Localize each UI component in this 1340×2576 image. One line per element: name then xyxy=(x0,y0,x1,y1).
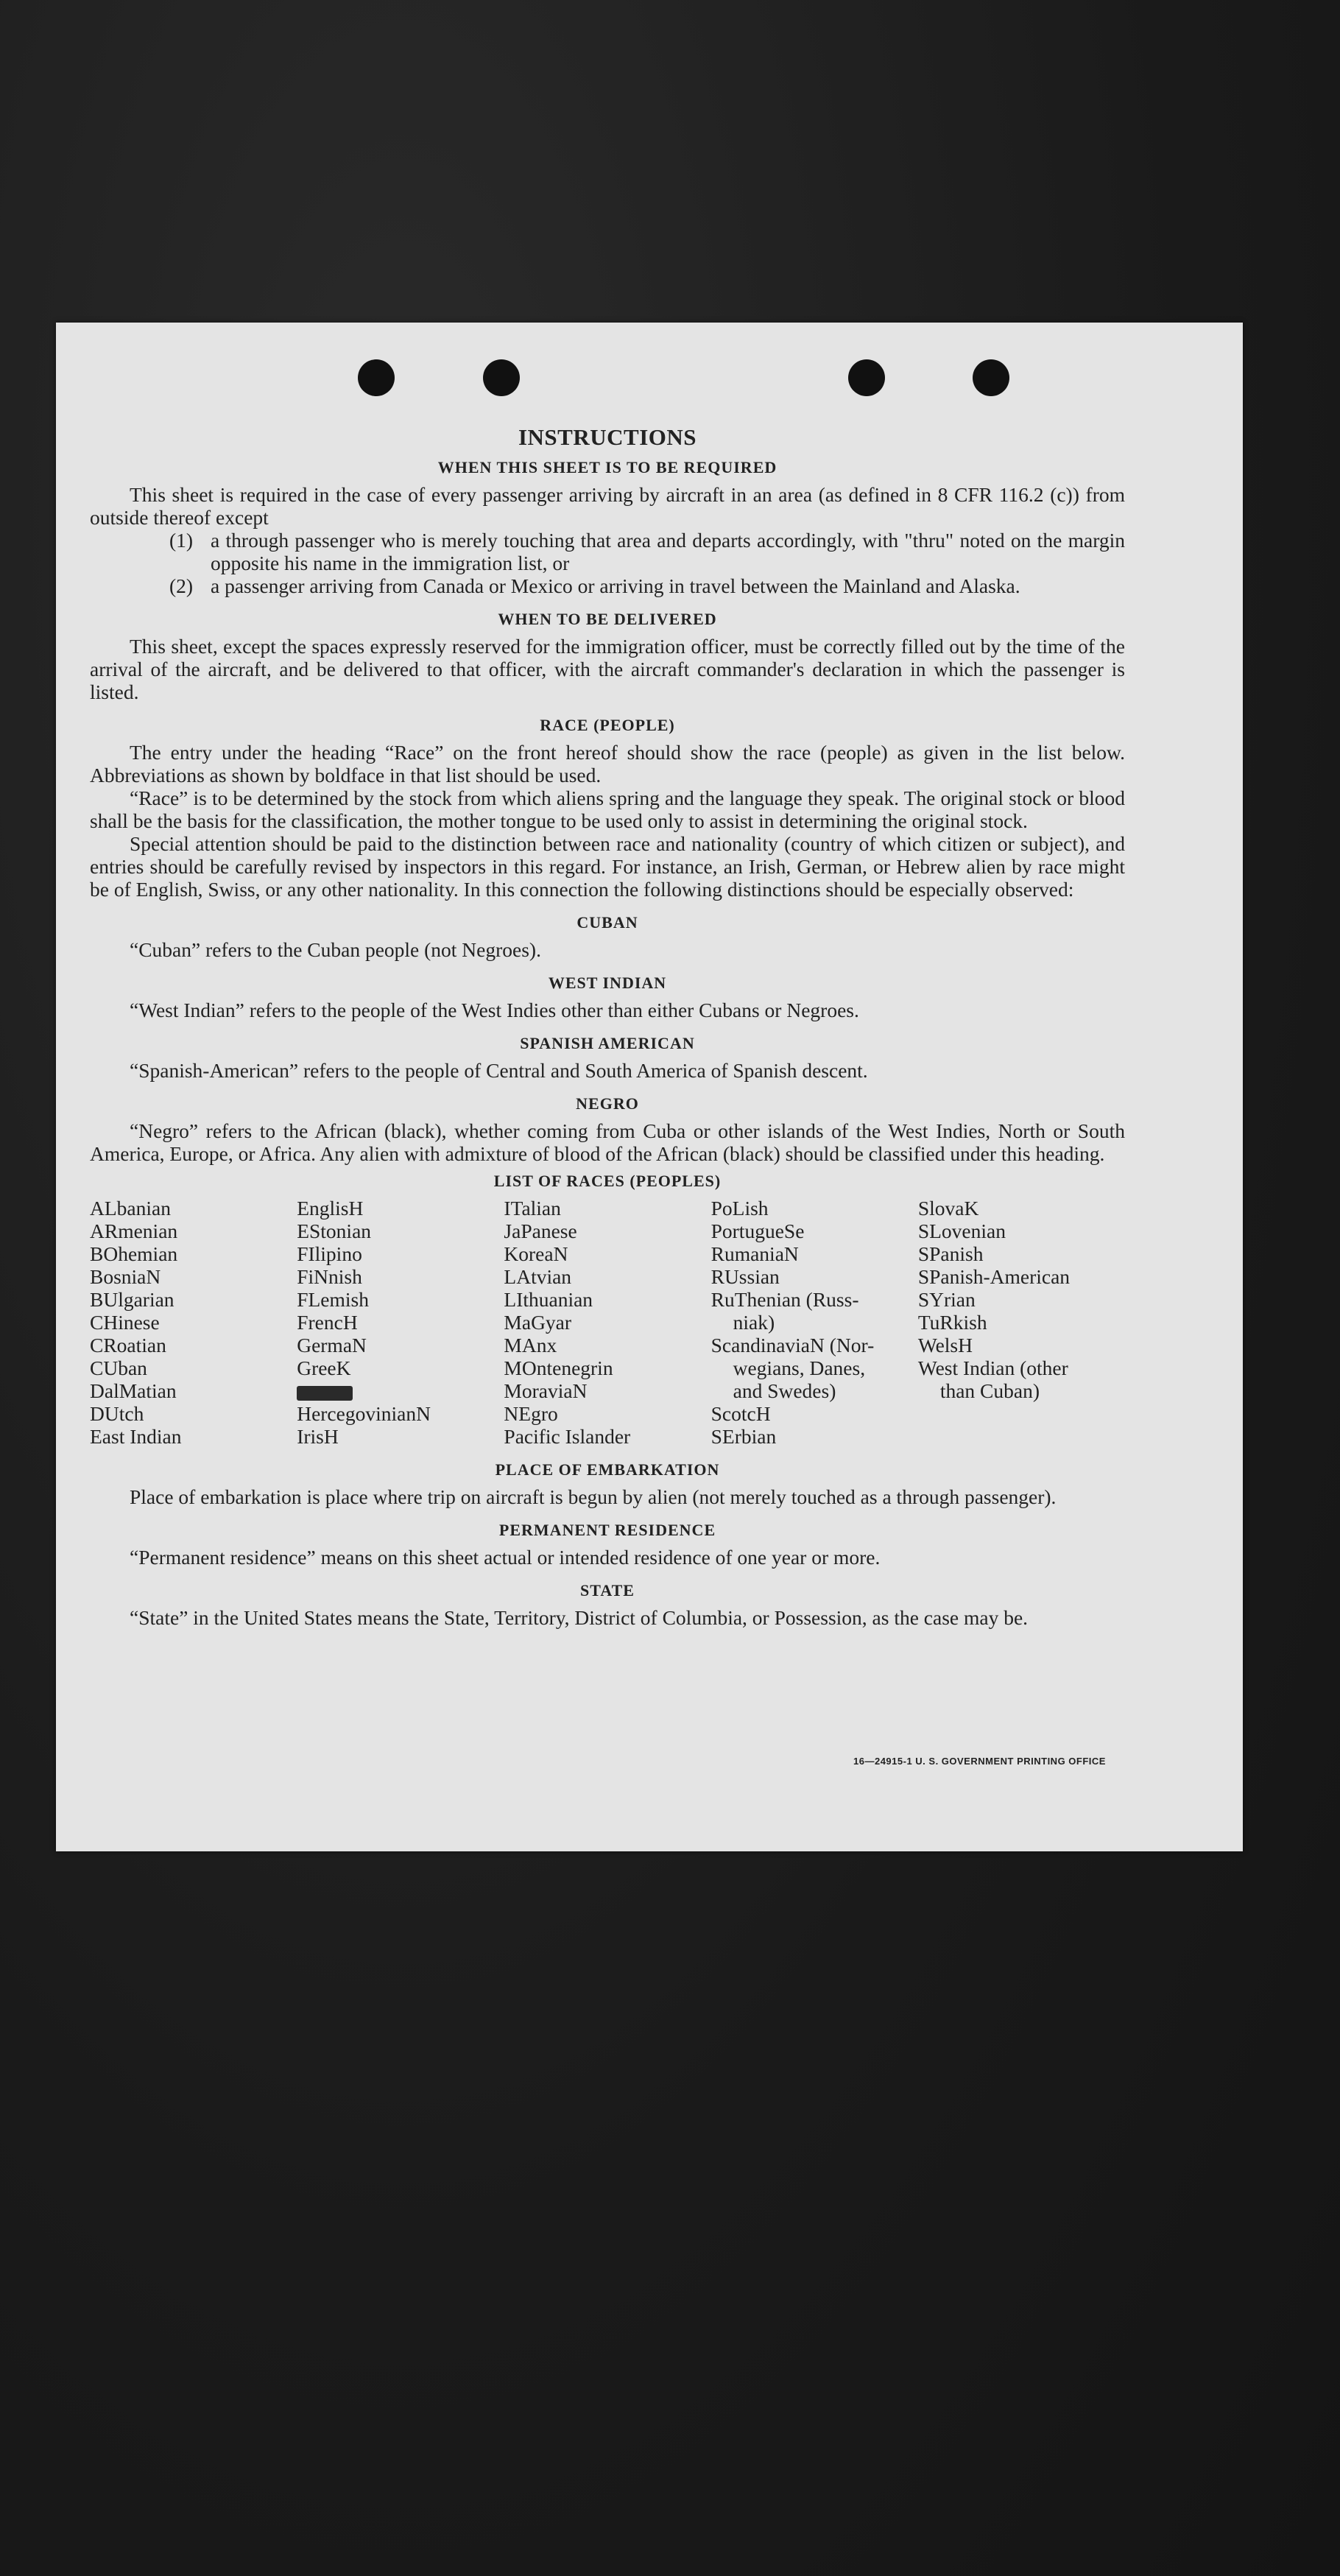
item-text: a through passenger who is merely touching that area and departs accordingly, with "thru" noted on the margin opposite his name in the immigration list, or xyxy=(211,529,1125,574)
race-entry: West Indian (other xyxy=(917,1356,1068,1379)
race-entry: BOhemian xyxy=(90,1242,178,1265)
race-entry: SYrian xyxy=(917,1288,976,1311)
heading-state: STATE xyxy=(580,1581,635,1600)
race-entry: KoreaN xyxy=(504,1242,568,1265)
embarkation-text: Place of embarkation is place where trip on aircraft is begun by alien (not merely touched as a through passenger). xyxy=(130,1485,1057,1508)
heading-spanish-american: SPANISH AMERICAN xyxy=(520,1034,695,1052)
race-entry: CRoatian xyxy=(90,1334,166,1356)
race-entry: wegians, Danes, xyxy=(733,1356,866,1379)
race-entry: MaGyar xyxy=(504,1311,572,1334)
race-entry: East Indian xyxy=(90,1425,182,1448)
race-entry: FLemish xyxy=(297,1288,369,1311)
race-entry: ALbanian xyxy=(90,1197,171,1220)
punch-hole xyxy=(973,359,1009,396)
race-entry: BUlgarian xyxy=(90,1288,174,1311)
races-list xyxy=(90,1197,1125,1448)
heading-permanent-residence: PERMANENT RESIDENCE xyxy=(498,1521,716,1539)
race-entry: SPanish xyxy=(917,1242,984,1265)
race-entry: MAnx xyxy=(504,1334,557,1356)
race-entry: CHinese xyxy=(90,1311,160,1334)
race-entry: SlovaK xyxy=(917,1197,979,1220)
exception-item xyxy=(169,574,1125,597)
race-entry: HercegovinianN xyxy=(297,1402,431,1425)
race-entry: SPanish-American xyxy=(917,1265,1071,1288)
instructions-content xyxy=(90,426,1125,1629)
negro-text: “Negro” refers to the African (black), whether coming from Cuba or other islands of the West Indies, North or South America, Europe, or Africa. Any alien with admixture of blood of the African (black) should be classified under this heading. xyxy=(90,1119,1125,1165)
race-paragraph-3: Special attention should be paid to the distinction between race and nationality (country of which citizen or subject), and entries should be carefully revised by inspectors in this regard. For instance, an Irish, German, or Hebrew alien by race might be of English, Swiss, or any other nationality. In this connection the following distinctions should be especially observed: xyxy=(90,832,1125,901)
races-column xyxy=(90,1197,297,1448)
heading-when-delivered: WHEN TO BE DELIVERED xyxy=(498,610,717,628)
punch-hole xyxy=(358,359,395,396)
race-entry: MoraviaN xyxy=(504,1379,588,1402)
printing-office-code: 16—24915-1 U. S. GOVERNMENT PRINTING OFFICE xyxy=(853,1756,1106,1767)
race-entry: EStonian xyxy=(297,1220,372,1242)
races-column xyxy=(504,1197,710,1448)
race-entry: BosniaN xyxy=(90,1265,161,1288)
race-entry: GermaN xyxy=(297,1334,367,1356)
race-entry: and Swedes) xyxy=(733,1379,836,1402)
redaction-mark xyxy=(297,1386,353,1401)
race-entry: SErbian xyxy=(710,1425,777,1448)
race-entry: ARmenian xyxy=(90,1220,178,1242)
heading-race: RACE (PEOPLE) xyxy=(540,716,675,734)
race-entry: ITalian xyxy=(504,1197,561,1220)
race-entry: niak) xyxy=(733,1311,775,1334)
when-delivered-text: This sheet, except the spaces expressly reserved for the immigration officer, must be correctly filled out by the time of the arrival of the aircraft, and be delivered to that officer, with the aircraft commander's declaration in which the passenger is listed. xyxy=(90,635,1125,703)
page-title: INSTRUCTIONS xyxy=(518,424,697,450)
race-entry: GreeK xyxy=(297,1356,351,1379)
race-entry: FrencH xyxy=(297,1311,358,1334)
races-column xyxy=(297,1197,504,1448)
race-entry: EnglisH xyxy=(297,1197,364,1220)
residence-text: “Permanent residence” means on this sheet actual or intended residence of one year or more. xyxy=(130,1546,881,1569)
race-entry: than Cuban) xyxy=(939,1379,1040,1402)
document-page xyxy=(56,323,1243,1851)
race-entry: Pacific Islander xyxy=(504,1425,631,1448)
race-entry: IrisH xyxy=(297,1425,339,1448)
races-column xyxy=(711,1197,918,1448)
race-entry: DUtch xyxy=(90,1402,144,1425)
race-entry: SLovenian xyxy=(917,1220,1006,1242)
race-entry: FiNnish xyxy=(297,1265,362,1288)
when-required-intro: This sheet is required in the case of every passenger arriving by aircraft in an area (as defined in 8 CFR 116.2 (c)) from outside thereof except xyxy=(90,483,1125,529)
spanish-american-text: “Spanish-American” refers to the people of Central and South America of Spanish descent. xyxy=(130,1059,868,1082)
race-entry: PoLish xyxy=(710,1197,769,1220)
race-entry: RuThenian (Russ- xyxy=(710,1288,859,1311)
race-entry: DalMatian xyxy=(90,1379,177,1402)
punch-hole xyxy=(848,359,885,396)
race-entry: ScotcH xyxy=(710,1402,771,1425)
race-entry: FIlipino xyxy=(297,1242,362,1265)
race-entry: JaPanese xyxy=(504,1220,577,1242)
race-entry: RumaniaN xyxy=(710,1242,799,1265)
races-column xyxy=(918,1197,1125,1448)
race-entry: CUban xyxy=(90,1356,147,1379)
race-entry: TuRkish xyxy=(917,1311,987,1334)
race-entry: RUssian xyxy=(710,1265,780,1288)
race-entry: LAtvian xyxy=(504,1265,572,1288)
heading-embarkation: PLACE OF EMBARKATION xyxy=(495,1460,720,1479)
race-entry: MOntenegrin xyxy=(504,1356,613,1379)
state-text: “State” in the United States means the State, Territory, District of Columbia, or Possession, as the case may be. xyxy=(130,1606,1029,1629)
heading-negro: NEGRO xyxy=(576,1094,639,1113)
race-paragraph-1: The entry under the heading “Race” on the front hereof should show the race (people) as given in the list below. Abbreviations as shown by boldface in that list should be used. xyxy=(90,741,1125,786)
race-entry: WelsH xyxy=(917,1334,973,1356)
heading-list-of-races: LIST OF RACES (PEOPLES) xyxy=(493,1172,722,1190)
punch-hole xyxy=(483,359,520,396)
race-entry: PortugueSe xyxy=(710,1220,805,1242)
heading-west-indian: WEST INDIAN xyxy=(548,974,667,992)
redacted-entry xyxy=(297,1379,504,1402)
west-indian-text: “West Indian” refers to the people of the West Indies other than either Cubans or Negroes. xyxy=(130,999,859,1021)
item-text: a passenger arriving from Canada or Mexico or arriving in travel between the Mainland and Alaska. xyxy=(211,574,1020,597)
exception-item xyxy=(169,529,1125,574)
cuban-text: “Cuban” refers to the Cuban people (not Negroes). xyxy=(130,938,541,961)
race-entry: ScandinaviaN (Nor- xyxy=(710,1334,875,1356)
heading-when-required: WHEN THIS SHEET IS TO BE REQUIRED xyxy=(437,458,777,476)
race-entry: LIthuanian xyxy=(504,1288,593,1311)
heading-cuban: CUBAN xyxy=(576,913,638,932)
item-number: (2) xyxy=(169,574,194,597)
item-number: (1) xyxy=(169,529,194,552)
race-entry: NEgro xyxy=(504,1402,558,1425)
race-paragraph-2: “Race” is to be determined by the stock from which aliens spring and the language they speak. The original stock or blood shall be the basis for the classification, the mother tongue to be used only to assist in determining the original stock. xyxy=(90,786,1125,832)
